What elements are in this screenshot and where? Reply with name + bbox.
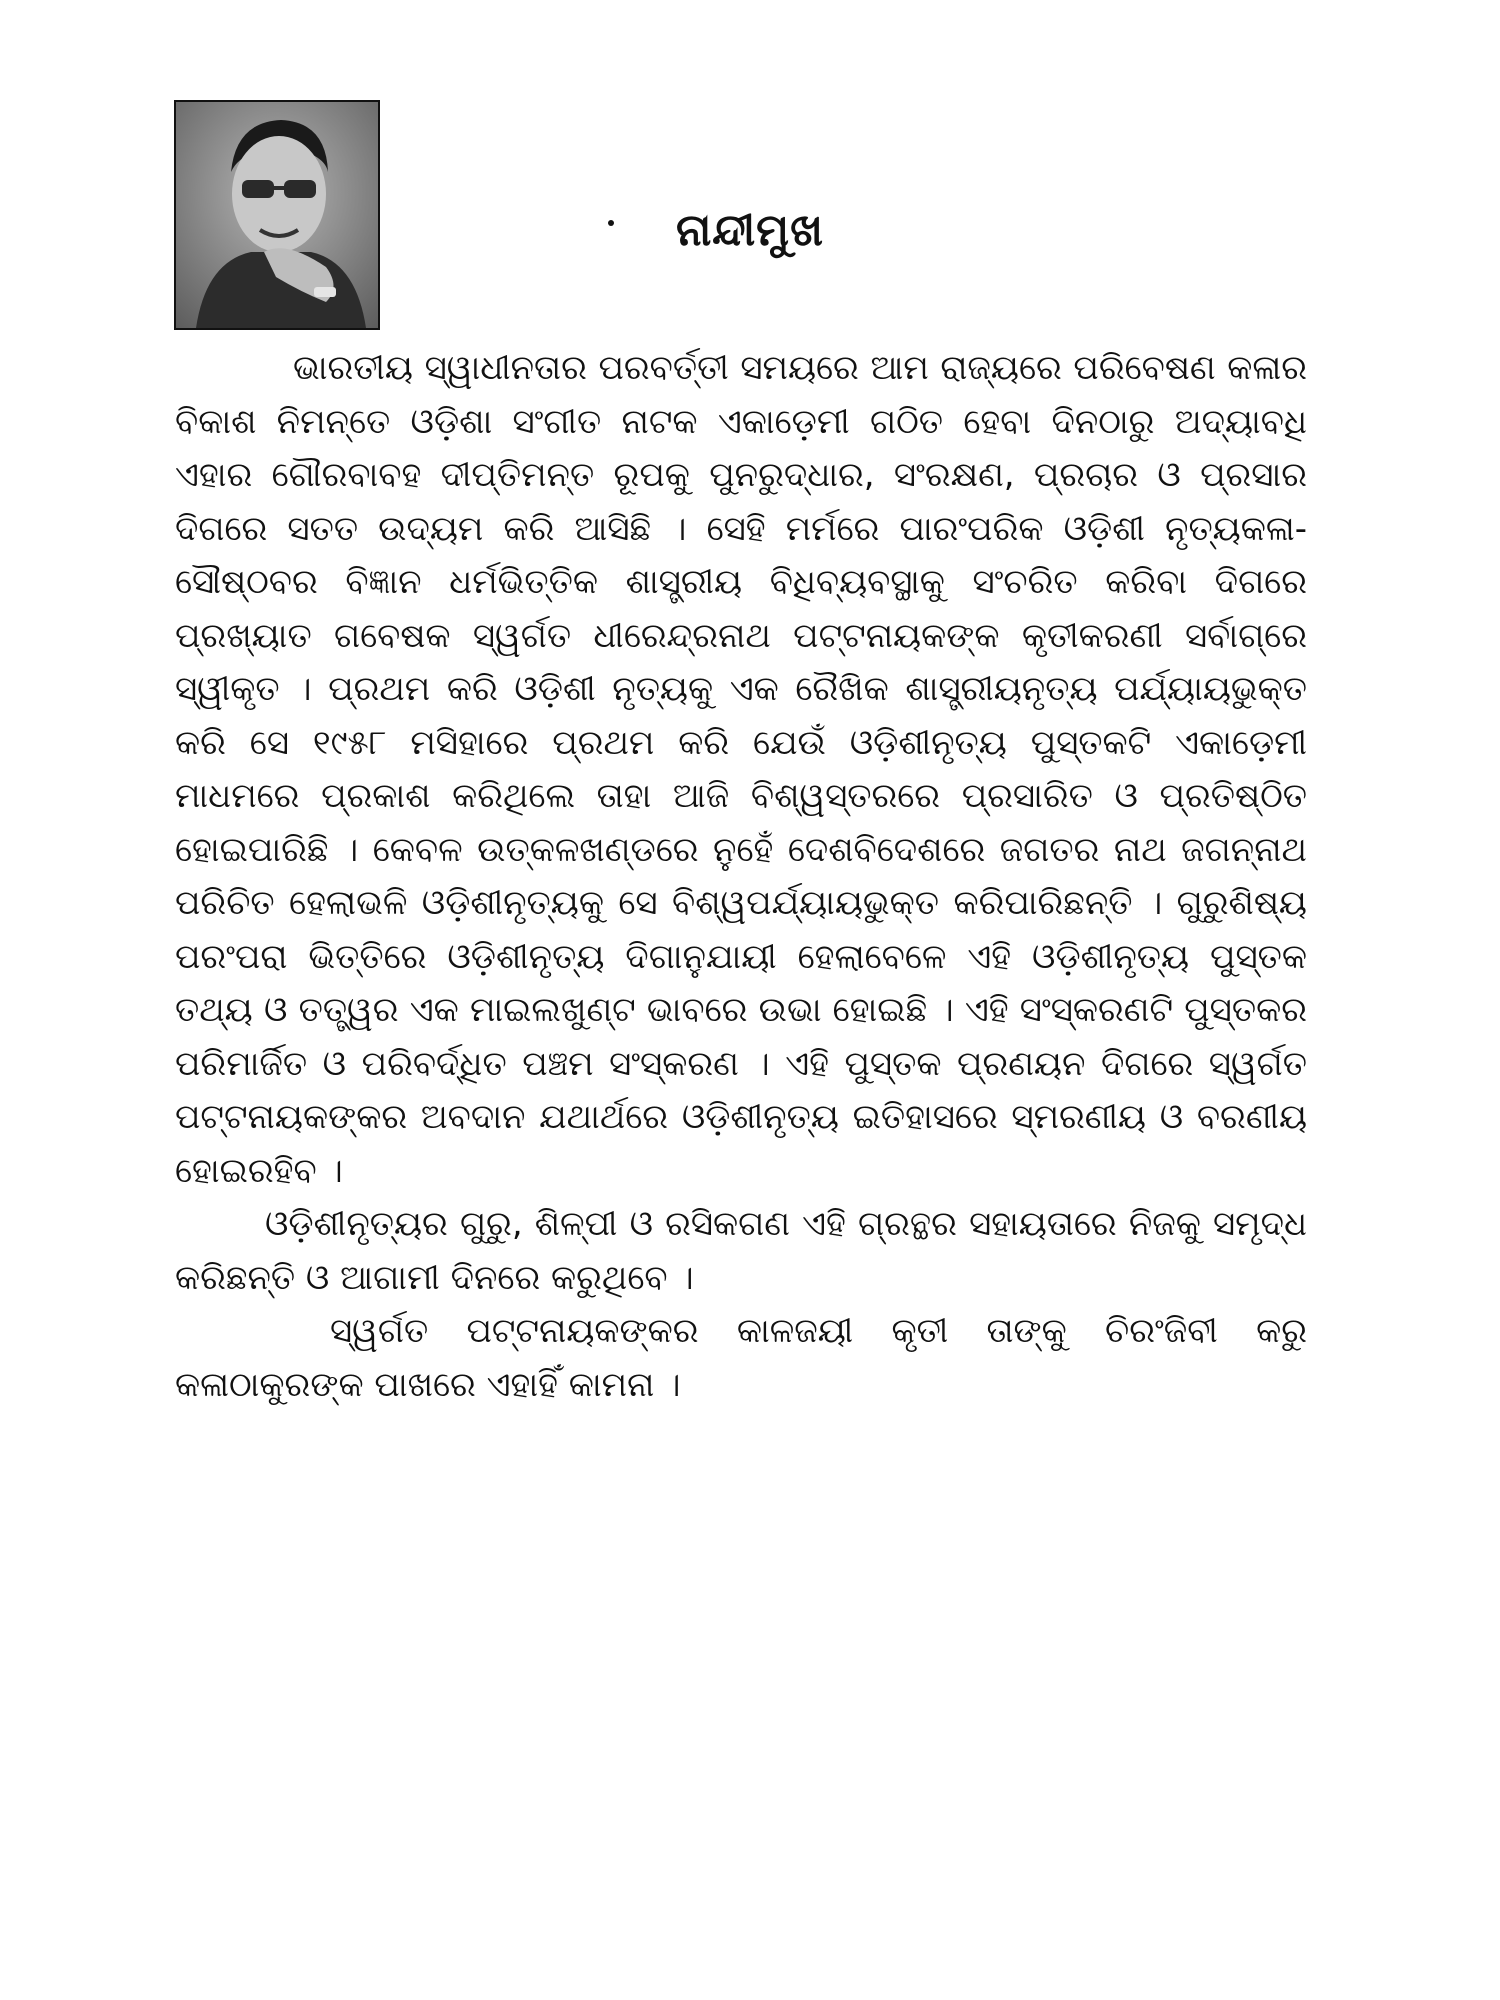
body-text <box>175 342 1307 1412</box>
paragraph: ଓଡ଼ିଶୀନୃତ୍ୟର ଗୁରୁ, ଶିଳ୍ପୀ ଓ ରସିକଗଣ ଏହି ଗ୍ରନ୍ଥର ସହାୟତାରେ ନିଜକୁ ସମୃଦ୍ଧ କରିଛନ୍ତି ଓ ଆଗାମୀ ଦିନରେ କରୁଥିବେ । <box>175 1204 1307 1298</box>
paragraph: ସ୍ୱର୍ଗତ ପଟ୍ଟନାୟକଙ୍କର କାଳଜୟୀ କୃତୀ ତାଙ୍କୁ ଚିରଂଜିବୀ କରୁ କଳାଠାକୁରଙ୍କ ପାଖରେ ଏହାହିଁ କାମନା । <box>175 1311 1307 1405</box>
page-title: ନାନ୍ଦୀମୁଖ <box>676 205 824 256</box>
paragraph: ଭାରତୀୟ ସ୍ୱାଧୀନତାର ପରବର୍ତ୍ତୀ ସମୟରେ ଆମ ରାଜ୍ୟରେ ପରିବେଷଣ କଳାର ବିକାଶ ନିମନ୍ତେ ଓଡ଼ିଶା ସଂଗୀତ ନାଟକ ଏକାଡ଼େମୀ ଗଠିତ ହେବା ଦିନଠାରୁ ଅଦ୍ୟାବଧି ଏହାର ଗୌରବାବହ ଦୀପ୍ତିମନ୍ତ ରୂପକୁ ପୁନରୁଦ୍ଧାର, ସଂରକ୍ଷଣ, ପ୍ରଚାର ଓ ପ୍ରସାର ଦିଗରେ ସତତ ଉଦ୍ୟମ କରି ଆସିଛି । ସେହି ମର୍ମରେ ପାରଂପରିକ ଓଡ଼ିଶୀ ନୃତ୍ୟକଳା-ସୌଷ୍ଠବର ବିଜ୍ଞାନ ଧର୍ମଭିତ୍ତିକ ଶାସ୍ତ୍ରୀୟ ବିଧିବ୍ୟବସ୍ଥାକୁ ସଂଚରିତ କରିବା ଦିଗରେ ପ୍ରଖ୍ୟାତ ଗବେଷକ ସ୍ୱର୍ଗତ ଧୀରେନ୍ଦ୍ରନାଥ ପଟ୍ଟନାୟକଙ୍କ କୃତୀକରଣୀ ସର୍ବାଗ୍ରେ ସ୍ୱୀକୃତ । ପ୍ରଥମ କରି ଓଡ଼ିଶୀ ନୃତ୍ୟକୁ ଏକ ରୈଖିକ ଶାସ୍ତ୍ରୀୟନୃତ୍ୟ ପର୍ଯ୍ୟାୟଭୁକ୍ତ କରି ସେ ୧୯୫୮ ମସିହାରେ ପ୍ରଥମ କରି ଯେଉଁ ଓଡ଼ିଶୀନୃତ୍ୟ ପୁସ୍ତକଟି ଏକାଡ଼େମୀ ମାଧମରେ ପ୍ରକାଶ କରିଥିଲେ ତାହା ଆଜି ବିଶ୍ୱସ୍ତରରେ ପ୍ରସାରିତ ଓ ପ୍ରତିଷ୍ଠିତ ହୋଇପାରିଛି । କେବଳ ଉତ୍କଳଖଣ୍ଡରେ ନୁହେଁ ଦେଶବିଦେଶରେ ଜଗତର ନାଥ ଜଗନ୍ନାଥ ପରିଚିତ ହେଲାଭଳି ଓଡ଼ିଶୀନୃତ୍ୟକୁ ସେ ବିଶ୍ୱପର୍ଯ୍ୟାୟଭୁକ୍ତ କରିପାରିଛନ୍ତି । ଗୁରୁଶିଷ୍ୟ ପରଂପରା ଭିତ୍ତିରେ ଓଡ଼ିଶୀନୃତ୍ୟ ଦିଗାନୁଯାୟୀ ହେଲାବେଳେ ଏହି ଓଡ଼ିଶୀନୃତ୍ୟ ପୁସ୍ତକ ତଥ୍ୟ ଓ ତତ୍ତ୍ୱର ଏକ ମାଇଲଖୁଣ୍ଟ ଭାବରେ ଉଭା ହୋଇଛି । ଏହି ସଂସ୍କରଣଟି ପୁସ୍ତକର ପରିମାର୍ଜିତ ଓ ପରିବର୍ଦ୍ଧିତ ପଞ୍ଚମ ସଂସ୍କରଣ । ଏହି ପୁସ୍ତକ ପ୍ରଣୟନ ଦିଗରେ ସ୍ୱର୍ଗତ ପଟ୍ଟନାୟକଙ୍କର ଅବଦାନ ଯଥାର୍ଥରେ ଓଡ଼ିଶୀନୃତ୍ୟ ଇତିହାସରେ ସ୍ମରଣୀୟ ଓ ବରଣୀୟ ହୋଇରହିବ । <box>175 348 1307 1191</box>
author-photo <box>174 100 380 330</box>
